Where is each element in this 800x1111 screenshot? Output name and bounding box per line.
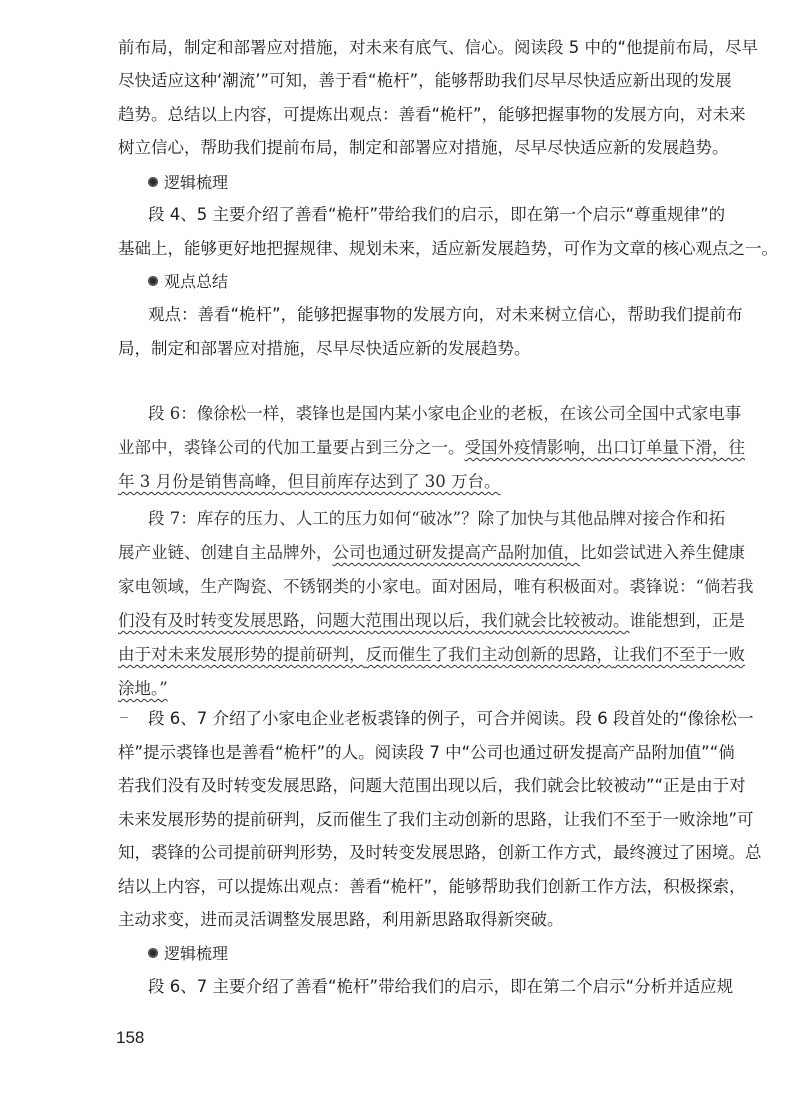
paragraph-a-line-4: 树立信心，帮助我们提前布局，制定和部署应对措施，尽早尽快适应新的发展趋势。 [118,138,729,157]
paragraph-d-line-3: 若我们没有及时转变发展思路，问题大范围出现以后，我们就会比较被动”“正是由于对 [118,776,746,795]
quote-7-line-1: 段 7：库存的压力、人工的压力如何“破冰”？除了加快与其他品牌对接合作和拓 [148,509,726,528]
paragraph-b-line-2: 基础上，能够更好地把握规律、规划未来，适应新发展趋势，可作为文章的核心观点之一。 [118,239,778,258]
wavy-underline: 涂地。” [118,679,168,698]
section-heading-summary [148,271,228,293]
section-heading-logic-1 [148,172,228,194]
wavy-underline: 受国外疫情影响，出口订单量下滑，往 [464,438,745,457]
wavy-underline: 但目前库存达到了 30 万台。 [287,472,501,491]
wavy-underline: 年 3 月份是销售高峰， [118,472,288,491]
paragraph-a-line-2: 尽快适应这种‘潮流’”可知，善于看“桅杆”，能够帮助我们尽早尽快适应新出现的发展 [118,71,732,90]
heading-text: 逻辑梳理 [164,944,229,963]
quote-7-line-2: 展产业链、创建自主品牌外，公司也通过研发提高产品附加值，比如尝试进入养生健康 [118,543,745,562]
quote-7-line-3: 家电领域，生产陶瓷、不锈钢类的小家电。面对困局，唯有积极面对。裘锋说：“倘若我 [118,577,754,596]
page-number: 158 [116,1028,145,1047]
wavy-underline: 由于对未来发展形势的提前研判， [118,645,366,664]
bullet-icon [148,948,158,958]
bullet-icon [148,177,158,187]
bullet-icon [148,276,158,286]
paragraph-d-line-2: 样”提示裘锋也是善看“桅杆”的人。阅读段 7 中“公司也通过研发提高产品附加值”“倘 [118,743,735,762]
paragraph-d-line-1: 段 6、7 介绍了小家电企业老板裘锋的例子，可合并阅读。段 6 段首处的“像徐松一 [148,709,754,728]
wavy-underline: 反而催生了我们主动创新的思路， [365,645,613,664]
paragraph-d-line-5: 知，裘锋的公司提前研判形势，及时转变发展思路，创新工作方式，最终渡过了困境。总 [118,843,762,862]
quote-7-line-4: 们没有及时转变发展思路，问题大范围出现以后，我们就会比较被动。谁能想到，正是 [118,611,745,630]
heading-text: 观点总结 [164,272,229,291]
margin-mark [120,717,128,718]
wavy-underline: 让我们不至于一败 [613,645,745,664]
paragraph-c-line-2: 局，制定和部署应对措施，尽早尽快适应新的发展趋势。 [118,339,531,358]
paragraph-e-line-1: 段 6、7 主要介绍了善看“桅杆”带给我们的启示，即在第二个启示“分析并适应规 [148,977,734,996]
paragraph-a-line-3: 趋势。总结以上内容，可提炼出观点：善看“桅杆”，能够把握事物的发展方向，对未来 [118,105,746,124]
paragraph-d-line-6: 结以上内容，可以提炼出观点：善看“桅杆”，能够帮助我们创新工作方法，积极探索， [118,877,746,896]
quote-7-line-5 [118,644,745,666]
quote-6-line-2: 业部中，裘锋公司的代加工量要占到三分之一。受国外疫情影响，出口订单量下滑，往 [118,438,745,457]
wavy-underline: 们没有及时转变发展思路，问题大范围出现以后，我们就会比较被动。 [118,611,630,630]
quote-7-line-6 [118,678,698,700]
paragraph-b-line-1: 段 4、5 主要介绍了善看“桅杆”带给我们的启示，即在第一个启示“尊重规律”的 [148,205,726,224]
paragraph-d-line-4: 未来发展形势的提前研判，反而催生了我们主动创新的思路，让我们不至于一败涂地”可 [118,810,754,829]
paragraph-a-line-1: 前布局，制定和部署应对措施，对未来有底气、信心。阅读段 5 中的“他提前布局，尽早 [118,38,759,57]
wavy-underline: 公司也通过研发提高产品附加值， [332,543,580,562]
section-heading-logic-2 [148,943,228,965]
paragraph-d-line-7: 主动求变，进而灵活调整发展思路，利用新思路取得新突破。 [118,910,564,929]
paragraph-c-line-1: 观点：善看“桅杆”，能够把握事物的发展方向，对未来树立信心，帮助我们提前布 [148,305,743,324]
quote-6-line-3 [118,471,698,493]
quote-6-line-1: 段 6：像徐松一样，裘锋也是国内某小家电企业的老板，在该公司全国中式家电事 [148,404,742,423]
heading-text: 逻辑梳理 [164,173,229,192]
